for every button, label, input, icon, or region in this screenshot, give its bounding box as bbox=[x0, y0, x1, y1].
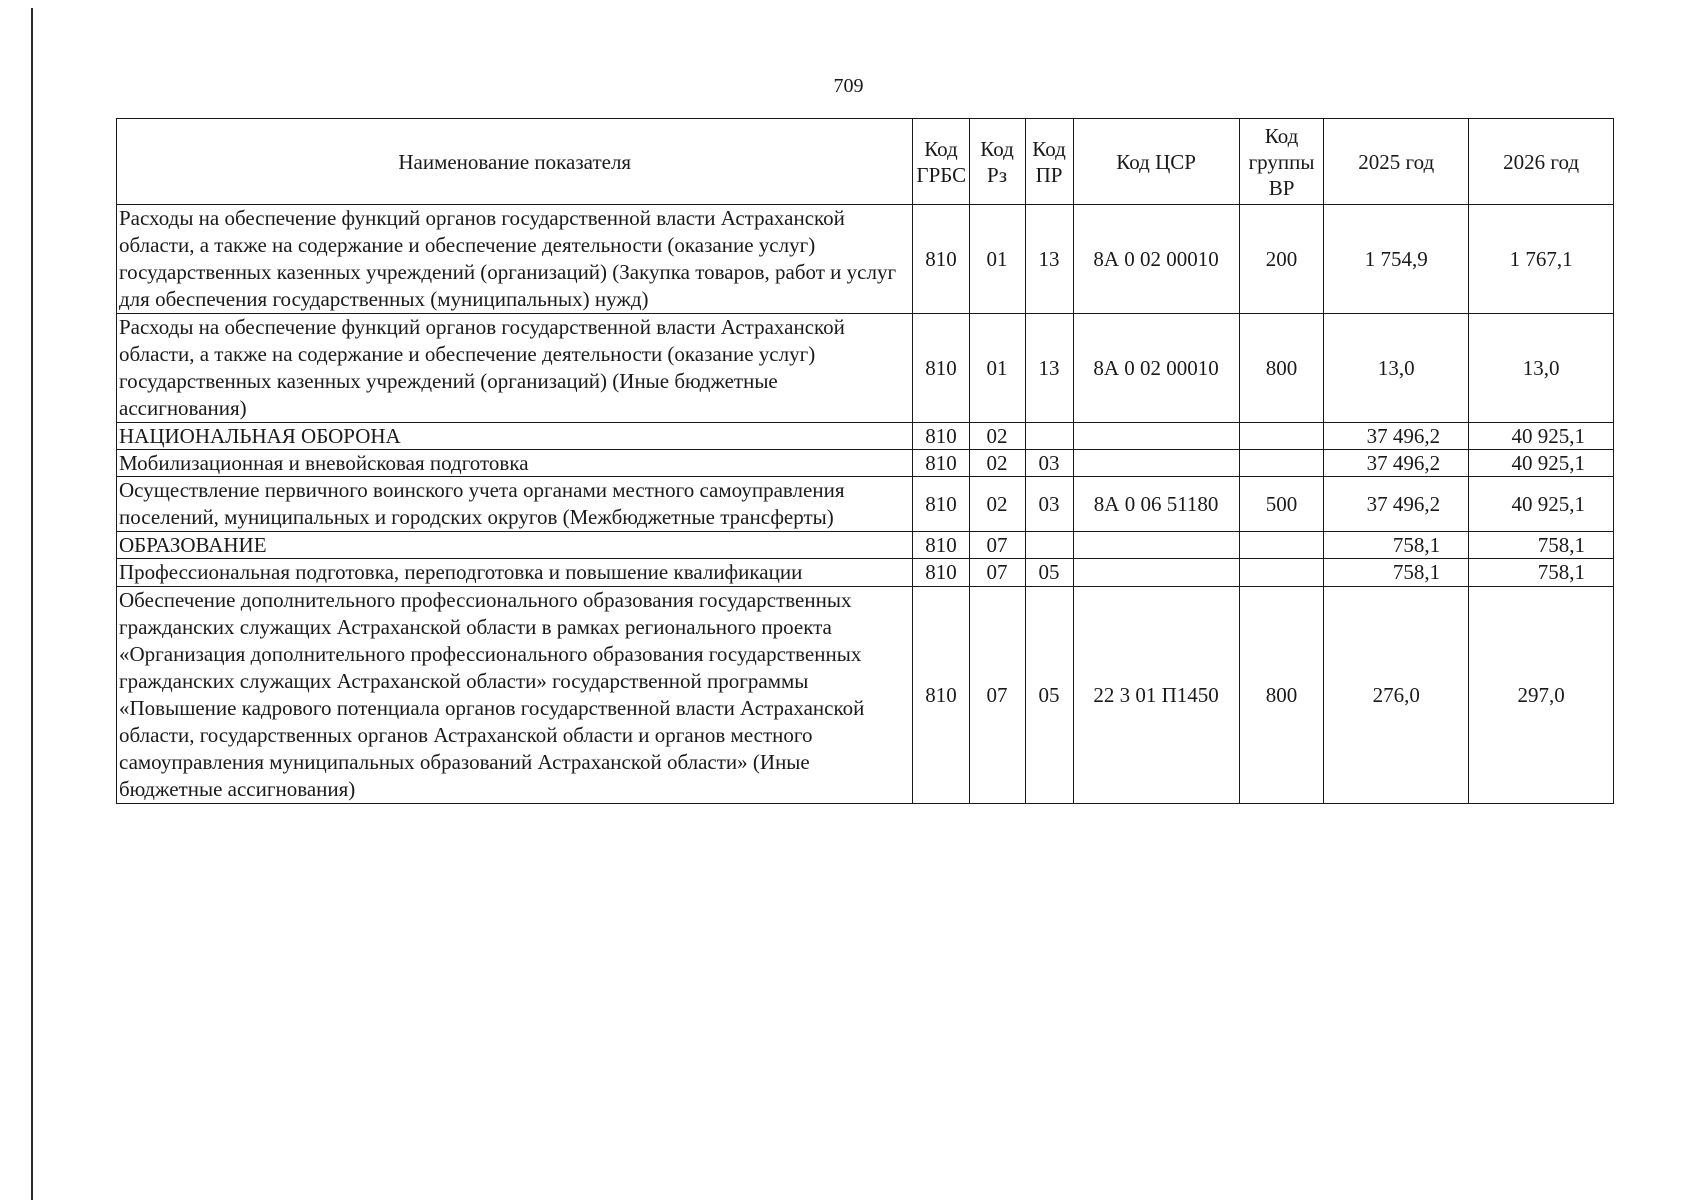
row-pr: 13 bbox=[1025, 205, 1073, 314]
table-row bbox=[117, 532, 1614, 559]
row-csr: 8А 0 02 00010 bbox=[1073, 205, 1239, 314]
row-2026: 13,0 bbox=[1469, 314, 1614, 423]
row-2025: 37 496,2 bbox=[1324, 423, 1469, 450]
table-row bbox=[117, 559, 1614, 587]
row-rz: 02 bbox=[969, 450, 1025, 477]
row-2025: 37 496,2 bbox=[1324, 477, 1469, 532]
binding-edge-line bbox=[31, 8, 33, 1200]
row-grbs: 810 bbox=[913, 587, 969, 804]
row-rz: 01 bbox=[969, 205, 1025, 314]
row-vr bbox=[1239, 559, 1324, 587]
row-grbs: 810 bbox=[913, 205, 969, 314]
row-grbs: 810 bbox=[913, 532, 969, 559]
row-csr bbox=[1073, 532, 1239, 559]
row-name: Профессиональная подготовка, переподготовка и повышение квалификации bbox=[117, 559, 913, 587]
row-csr: 22 3 01 П1450 bbox=[1073, 587, 1239, 804]
row-pr: 03 bbox=[1025, 450, 1073, 477]
header-vr: Код группы ВР bbox=[1239, 119, 1324, 205]
row-name: Мобилизационная и вневойсковая подготовка bbox=[117, 450, 913, 477]
row-pr bbox=[1025, 423, 1073, 450]
row-rz: 02 bbox=[969, 477, 1025, 532]
row-rz: 07 bbox=[969, 587, 1025, 804]
row-2025: 758,1 bbox=[1324, 532, 1469, 559]
header-csr: Код ЦСР bbox=[1073, 119, 1239, 205]
row-2026: 40 925,1 bbox=[1469, 450, 1614, 477]
row-pr: 05 bbox=[1025, 587, 1073, 804]
header-pr: Код ПР bbox=[1025, 119, 1073, 205]
row-2026: 40 925,1 bbox=[1469, 423, 1614, 450]
row-name: Расходы на обеспечение функций органов государственной власти Астраханской области, а также на содержание и обеспечение деятельности (оказание услуг) государственных казенных учреждений (организаций) (Закупка товаров, работ и услуг для обеспечения государственных (муниципальных) нужд) bbox=[117, 205, 913, 314]
row-name: Расходы на обеспечение функций органов государственной власти Астраханской области, а также на содержание и обеспечение деятельности (оказание услуг) государственных казенных учреждений (организаций) (Иные бюджетные ассигнования) bbox=[117, 314, 913, 423]
row-pr: 13 bbox=[1025, 314, 1073, 423]
row-2025: 13,0 bbox=[1324, 314, 1469, 423]
row-csr bbox=[1073, 450, 1239, 477]
row-2025: 1 754,9 bbox=[1324, 205, 1469, 314]
row-pr: 05 bbox=[1025, 559, 1073, 587]
row-name: Обеспечение дополнительного профессионального образования государственных гражданских служащих Астраханской области в рамках регионального проекта «Организация дополнительного профессионального образования государственных гражданских служащих Астраханской области» государственной программы «Повышение кадрового потенциала органов государственной власти Астраханской области, государственных органов Астраханской области и органов местного самоуправления муниципальных образований Астраханской области» (Иные бюджетные ассигнования) bbox=[117, 587, 913, 804]
row-csr bbox=[1073, 423, 1239, 450]
page-number: 709 bbox=[833, 75, 864, 97]
row-grbs: 810 bbox=[913, 559, 969, 587]
row-name: НАЦИОНАЛЬНАЯ ОБОРОНА bbox=[117, 423, 913, 450]
row-rz: 07 bbox=[969, 532, 1025, 559]
header-row bbox=[117, 119, 1614, 205]
row-2026: 1 767,1 bbox=[1469, 205, 1614, 314]
header-rz: Код Рз bbox=[969, 119, 1025, 205]
header-2025: 2025 год bbox=[1324, 119, 1469, 205]
row-csr bbox=[1073, 559, 1239, 587]
row-pr: 03 bbox=[1025, 477, 1073, 532]
row-pr bbox=[1025, 532, 1073, 559]
row-2026: 297,0 bbox=[1469, 587, 1614, 804]
row-csr: 8А 0 06 51180 bbox=[1073, 477, 1239, 532]
row-grbs: 810 bbox=[913, 314, 969, 423]
header-grbs: Код ГРБС bbox=[913, 119, 969, 205]
row-csr: 8А 0 02 00010 bbox=[1073, 314, 1239, 423]
row-vr: 500 bbox=[1239, 477, 1324, 532]
row-2026: 758,1 bbox=[1469, 559, 1614, 587]
row-grbs: 810 bbox=[913, 450, 969, 477]
row-vr bbox=[1239, 532, 1324, 559]
table-row bbox=[117, 423, 1614, 450]
row-2026: 40 925,1 bbox=[1469, 477, 1614, 532]
row-2025: 37 496,2 bbox=[1324, 450, 1469, 477]
row-grbs: 810 bbox=[913, 477, 969, 532]
header-name: Наименование показателя bbox=[117, 119, 913, 205]
row-rz: 01 bbox=[969, 314, 1025, 423]
row-2025: 276,0 bbox=[1324, 587, 1469, 804]
row-vr bbox=[1239, 450, 1324, 477]
header-2026: 2026 год bbox=[1469, 119, 1614, 205]
row-grbs: 810 bbox=[913, 423, 969, 450]
row-name: ОБРАЗОВАНИЕ bbox=[117, 532, 913, 559]
row-name: Осуществление первичного воинского учета органами местного самоуправления поселений, муниципальных и городских округов (Межбюджетные трансферты) bbox=[117, 477, 913, 532]
row-2026: 758,1 bbox=[1469, 532, 1614, 559]
table-row bbox=[117, 450, 1614, 477]
row-vr: 800 bbox=[1239, 314, 1324, 423]
table-row bbox=[117, 587, 1614, 804]
table-row bbox=[117, 205, 1614, 314]
row-rz: 07 bbox=[969, 559, 1025, 587]
row-2025: 758,1 bbox=[1324, 559, 1469, 587]
table-row bbox=[117, 314, 1614, 423]
row-vr: 800 bbox=[1239, 587, 1324, 804]
row-vr: 200 bbox=[1239, 205, 1324, 314]
row-vr bbox=[1239, 423, 1324, 450]
row-rz: 02 bbox=[969, 423, 1025, 450]
table-row bbox=[117, 477, 1614, 532]
budget-table bbox=[116, 118, 1614, 804]
